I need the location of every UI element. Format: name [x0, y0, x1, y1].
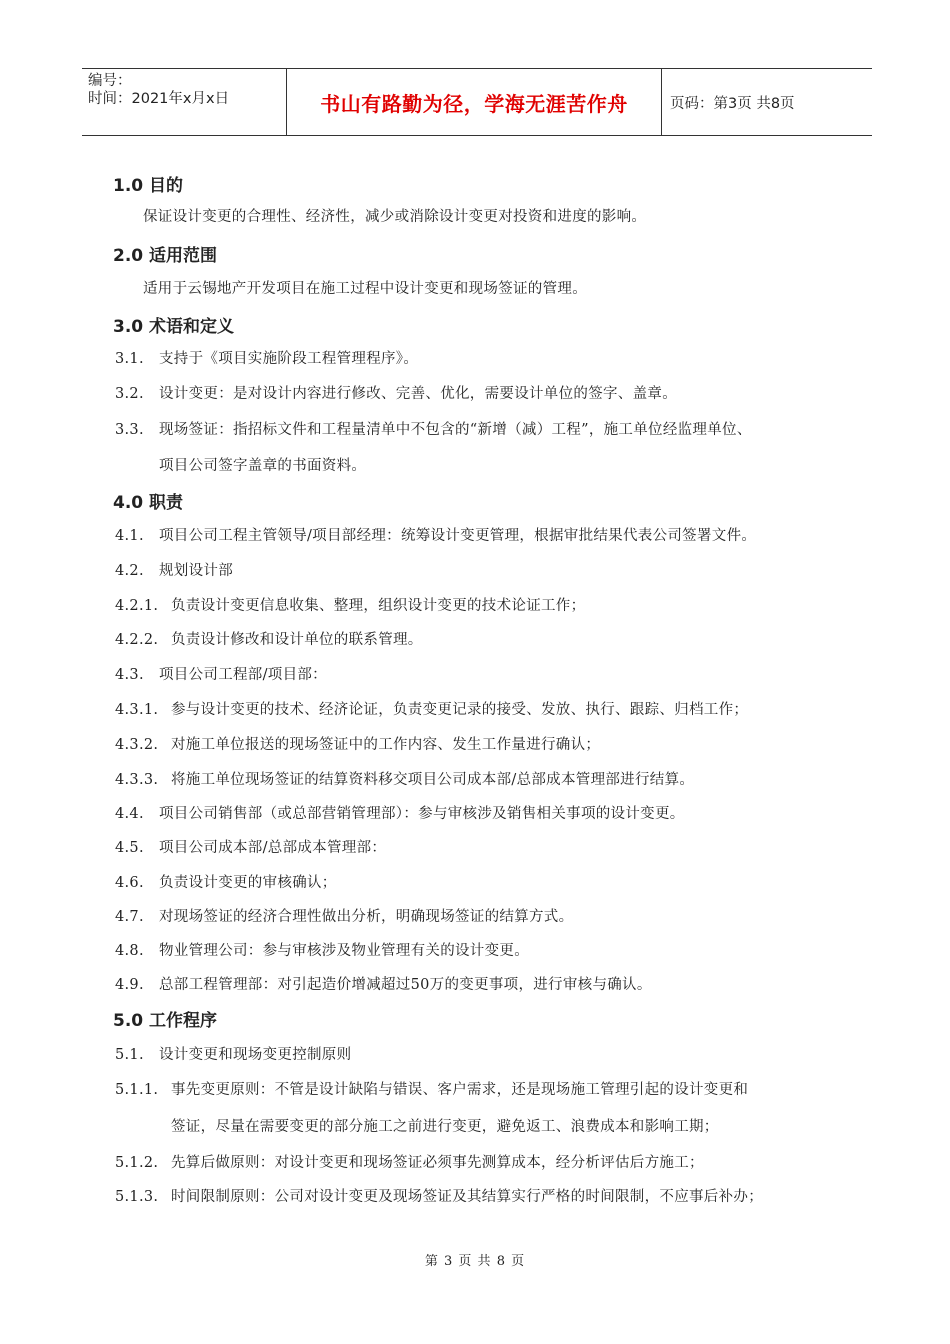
item-text: 项目公司成本部/总部成本管理部： — [159, 840, 387, 856]
item-text: 时间限制原则：公司对设计变更及现场签证及其结算实行严格的时间限制，不应事后补办； — [171, 1189, 763, 1205]
list-item — [115, 836, 386, 857]
item-number: 5.1. — [115, 1047, 144, 1063]
section-3-title: 3.0 术语和定义 — [113, 317, 235, 337]
item-number: 4.8. — [115, 943, 144, 959]
section-5-title: 5.0 工作程序 — [113, 1011, 218, 1031]
item-number: 4.7. — [115, 909, 144, 925]
item-text: 总部工程管理部：对引起造价增减超过50万的变更事项，进行审核与确认。 — [159, 977, 652, 993]
item-text: 对施工单位报送的现场签证中的工作内容、发生工作量进行确认； — [171, 737, 601, 753]
item-number: 4.3.2. — [115, 737, 159, 753]
item-number: 4.3.1. — [115, 702, 159, 718]
item-text: 对现场签证的经济合理性做出分析，明确现场签证的结算方式。 — [159, 909, 574, 925]
list-item — [115, 1078, 748, 1099]
list-item — [115, 939, 529, 960]
list-item — [115, 663, 327, 684]
list-item — [115, 768, 694, 789]
item-number: 4.9. — [115, 977, 144, 993]
list-item — [115, 418, 752, 439]
item-number: 5.1.2. — [115, 1155, 159, 1171]
motto: 书山有路勤为径，学海无涯苦作舟 — [286, 69, 662, 135]
header-page-info: 页码：第3页 共8页 — [670, 95, 795, 112]
item-text: 支持于《项目实施阶段工程管理程序》。 — [159, 351, 419, 367]
list-item-continuation: 签证，尽量在需要变更的部分施工之前进行变更，避免返工、浪费成本和影响工期； — [171, 1119, 719, 1135]
item-text: 项目公司工程部/项目部： — [159, 667, 327, 683]
item-text: 规划设计部 — [159, 563, 233, 579]
item-number: 4.4. — [115, 806, 144, 822]
list-item — [115, 559, 233, 580]
item-number: 4.2.1. — [115, 598, 159, 614]
item-number: 4.6. — [115, 875, 144, 891]
item-number: 4.1. — [115, 528, 144, 544]
list-item — [115, 698, 748, 719]
list-item — [115, 347, 418, 368]
list-item — [115, 1185, 763, 1206]
item-number: 5.1.3. — [115, 1189, 159, 1205]
item-text: 设计变更和现场变更控制原则 — [159, 1047, 352, 1063]
item-number: 4.2. — [115, 563, 144, 579]
section-2-title: 2.0 适用范围 — [113, 246, 218, 266]
item-number: 3.1. — [115, 351, 144, 367]
item-number: 4.5. — [115, 840, 144, 856]
list-item — [115, 905, 573, 926]
item-text: 负责设计变更的审核确认； — [159, 875, 337, 891]
item-text: 负责设计修改和设计单位的联系管理。 — [171, 632, 423, 648]
item-text: 参与设计变更的技术、经济论证，负责变更记录的接受、发放、执行、跟踪、归档工作； — [171, 702, 749, 718]
section-1-title: 1.0 目的 — [113, 176, 184, 196]
section-4-title: 4.0 职责 — [113, 493, 184, 513]
list-item — [115, 628, 423, 649]
section-2-text: 适用于云锡地产开发项目在施工过程中设计变更和现场签证的管理。 — [143, 281, 587, 297]
list-item — [115, 594, 585, 615]
item-number: 3.3. — [115, 422, 144, 438]
item-number: 5.1.1. — [115, 1082, 159, 1098]
item-number: 3.2. — [115, 386, 144, 402]
time-label: 时间：2021年x月x日 — [88, 91, 230, 107]
item-text: 现场签证：指招标文件和工程量清单中不包含的“新增（减）工程”，施工单位经监理单位、 — [159, 422, 752, 438]
section-1-text: 保证设计变更的合理性、经济性，减少或消除设计变更对投资和进度的影响。 — [143, 209, 647, 225]
list-item — [115, 382, 677, 403]
item-text: 设计变更：是对设计内容进行修改、完善、优化，需要设计单位的签字、盖章。 — [159, 386, 677, 402]
item-text: 项目公司销售部（或总部营销管理部）：参与审核涉及销售相关事项的设计变更。 — [159, 806, 685, 822]
item-text: 负责设计变更信息收集、整理，组织设计变更的技术论证工作； — [171, 598, 586, 614]
list-item — [115, 1043, 351, 1064]
item-text: 事先变更原则：不管是设计缺陷与错误、客户需求，还是现场施工管理引起的设计变更和 — [171, 1082, 749, 1098]
item-text: 物业管理公司：参与审核涉及物业管理有关的设计变更。 — [159, 943, 529, 959]
code-label: 编号： — [88, 73, 132, 89]
item-text: 将施工单位现场签证的结算资料移交项目公司成本部/总部成本管理部进行结算。 — [171, 772, 695, 788]
item-text: 项目公司工程主管领导/项目部经理：统筹设计变更管理，根据审批结果代表公司签署文件。 — [159, 528, 757, 544]
list-item — [115, 973, 652, 994]
header-left-cell — [82, 69, 286, 135]
list-item — [115, 802, 685, 823]
page-header — [82, 68, 872, 136]
item-text: 先算后做原则：对设计变更和现场签证必须事先测算成本，经分析评估后方施工； — [171, 1155, 704, 1171]
item-number: 4.3.3. — [115, 772, 159, 788]
list-item — [115, 524, 756, 545]
item-number: 4.3. — [115, 667, 144, 683]
list-item-continuation: 项目公司签字盖章的书面资料。 — [159, 458, 367, 474]
list-item — [115, 1151, 704, 1172]
list-item — [115, 733, 600, 754]
page-footer: 第 3 页 共 8 页 — [424, 1254, 526, 1269]
list-item — [115, 871, 337, 892]
item-number: 4.2.2. — [115, 632, 159, 648]
